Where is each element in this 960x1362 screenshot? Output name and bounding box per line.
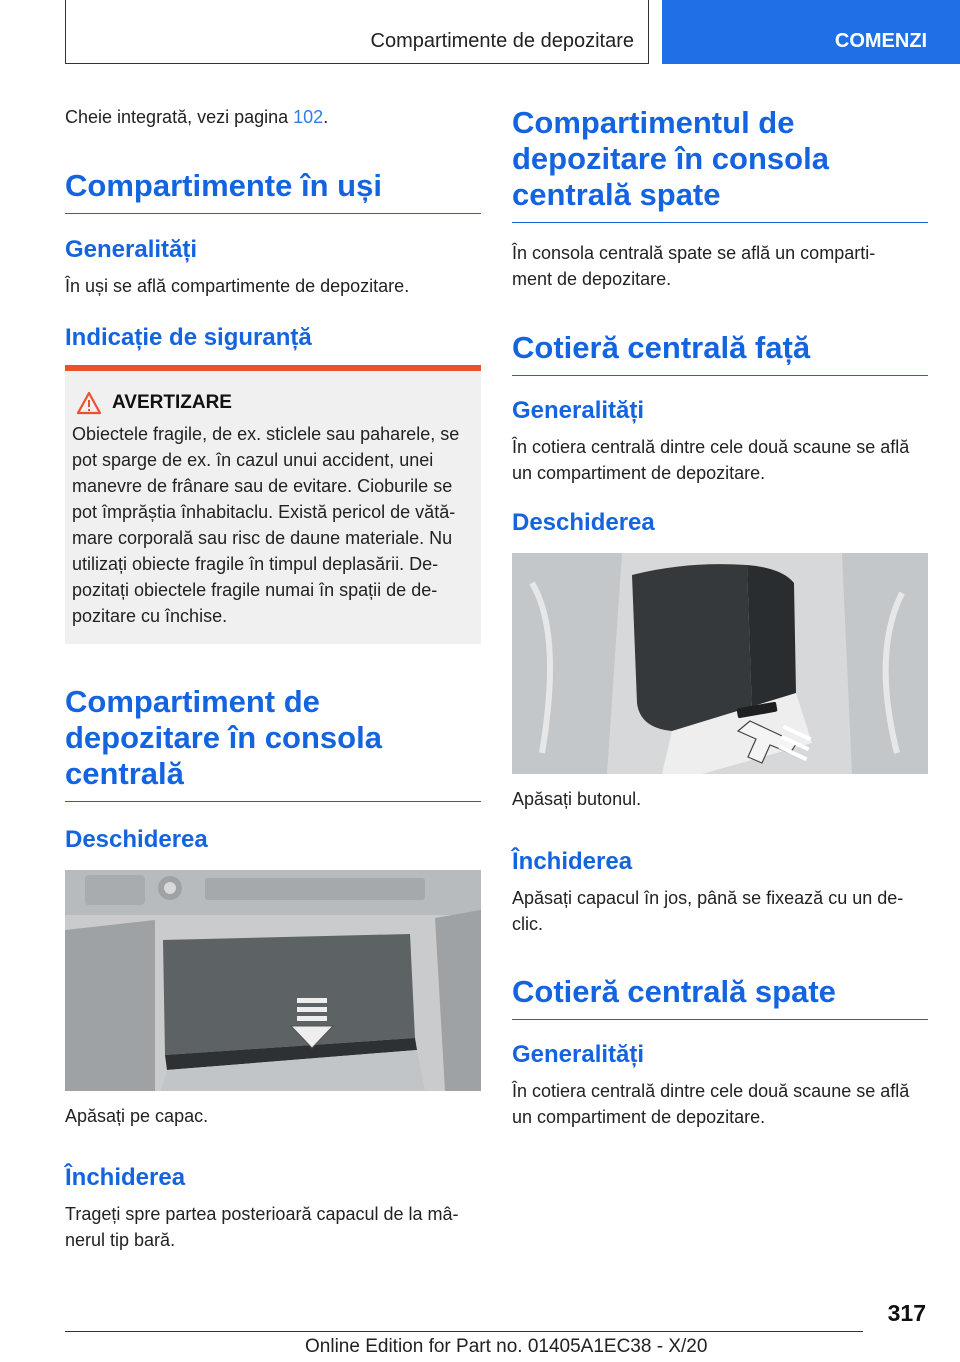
- paragraph-line: Apăsați capacul în jos, până se fixează cu un de-: [512, 888, 904, 908]
- paragraph-line: Trageți spre partea posterioară capacul de la mâ-: [65, 1204, 459, 1224]
- heading-close-console: Închiderea: [65, 1164, 186, 1191]
- paragraph-line: clic.: [512, 914, 543, 934]
- paragraph-press-button: Apăsați butonul.: [512, 789, 642, 809]
- heading-rear-console-line: Compartimentul de: [512, 105, 795, 140]
- heading-doors: Compartimente în uși: [65, 168, 481, 214]
- header-section-title: Compartimente de depozitare: [370, 30, 634, 52]
- paragraph-close-armrest: [512, 885, 928, 937]
- heading-general-front: Generalități: [512, 397, 645, 424]
- paragraph-front-armrest: [512, 434, 928, 486]
- section-rear-console: [512, 105, 928, 223]
- paragraph-line: În consola centrală spate se află un comparti-: [512, 243, 876, 263]
- paragraph-line: nerul tip bară.: [65, 1230, 176, 1250]
- warning-line: pozitați obiectele fragile numai în spații de de-: [72, 580, 438, 600]
- heading-rear-armrest: Cotieră centrală spate: [512, 974, 928, 1020]
- warning-line: pozitare cu închise.: [72, 606, 228, 626]
- intro-text: Cheie integrată, vezi pagina: [65, 107, 294, 127]
- header-box: [65, 0, 649, 64]
- paragraph-line: În cotiera centrală dintre cele două scaune se află: [512, 437, 910, 457]
- header-chapter-label: COMENZI: [834, 30, 928, 52]
- paragraph-rear-armrest: [512, 1078, 928, 1130]
- paragraph-close-console: [65, 1201, 481, 1253]
- section-front-armrest: [512, 330, 928, 376]
- heading-open-armrest: Deschiderea: [512, 509, 655, 536]
- intro-end: .: [323, 107, 329, 127]
- warning-triangle-icon: [76, 391, 102, 415]
- section-doors: [65, 168, 481, 214]
- paragraph-rear-console: [512, 240, 928, 292]
- heading-close-armrest: Închiderea: [512, 848, 633, 875]
- paragraph-line: În cotiera centrală dintre cele două scaune se află: [512, 1081, 910, 1101]
- warning-line: mare corporală sau risc de daune materiale. Nu: [72, 528, 453, 548]
- warning-line: pot sparge de ex. în cazul unui accident, unei: [72, 450, 434, 470]
- section-console: [65, 684, 481, 802]
- paragraph-press-lid: Apăsați pe capac.: [65, 1106, 209, 1126]
- paragraph-line: un compartiment de depozitare.: [512, 463, 766, 483]
- warning-line: Obiectele fragile, de ex. sticlele sau paharele, se: [72, 424, 460, 444]
- page-link[interactable]: 102: [293, 107, 324, 127]
- armrest-photo: [512, 553, 928, 774]
- warning-line: pot împrăștia înhabitaclu. Există pericol de vătă-: [72, 502, 456, 522]
- edition-text: Online Edition for Part no. 01405A1EC38 - X/20: [305, 1336, 708, 1357]
- console-photo: [65, 870, 481, 1091]
- section-rear-armrest: [512, 974, 928, 1020]
- heading-console: [65, 684, 481, 802]
- heading-console-line: depozitare în consola: [65, 720, 382, 755]
- heading-rear-console-line: depozitare în consola: [512, 141, 829, 176]
- warning-line: utilizați obiecte fragile în timpul deplasării. De-: [72, 554, 439, 574]
- heading-console-line: Compartiment de: [65, 684, 320, 719]
- warning-label: AVERTIZARE: [112, 392, 232, 413]
- paragraph-doors: În uși se află compartimente de depozitare.: [65, 276, 410, 296]
- heading-rear-console: [512, 105, 928, 223]
- armrest-button-image: [512, 553, 928, 774]
- header-chapter-tab[interactable]: [662, 0, 960, 64]
- warning-line: manevre de frânare sau de evitare. Cioburile se: [72, 476, 453, 496]
- heading-general-doors: Generalități: [65, 236, 198, 263]
- warning-box: [65, 365, 481, 644]
- intro-paragraph: [65, 104, 481, 130]
- heading-console-line: centrală: [65, 756, 184, 791]
- heading-open-console: Deschiderea: [65, 826, 208, 853]
- warning-title: [72, 391, 475, 415]
- heading-general-rear: Generalități: [512, 1041, 645, 1068]
- paragraph-line: ment de depozitare.: [512, 269, 672, 289]
- heading-front-armrest: Cotieră centrală față: [512, 330, 928, 376]
- console-lid-image: [65, 870, 481, 1091]
- heading-safety: Indicație de siguranță: [65, 324, 312, 351]
- page-number: 317: [887, 1300, 926, 1326]
- heading-rear-console-line: centrală spate: [512, 177, 721, 212]
- footer-divider: [65, 1331, 863, 1332]
- paragraph-line: un compartiment de depozitare.: [512, 1107, 766, 1127]
